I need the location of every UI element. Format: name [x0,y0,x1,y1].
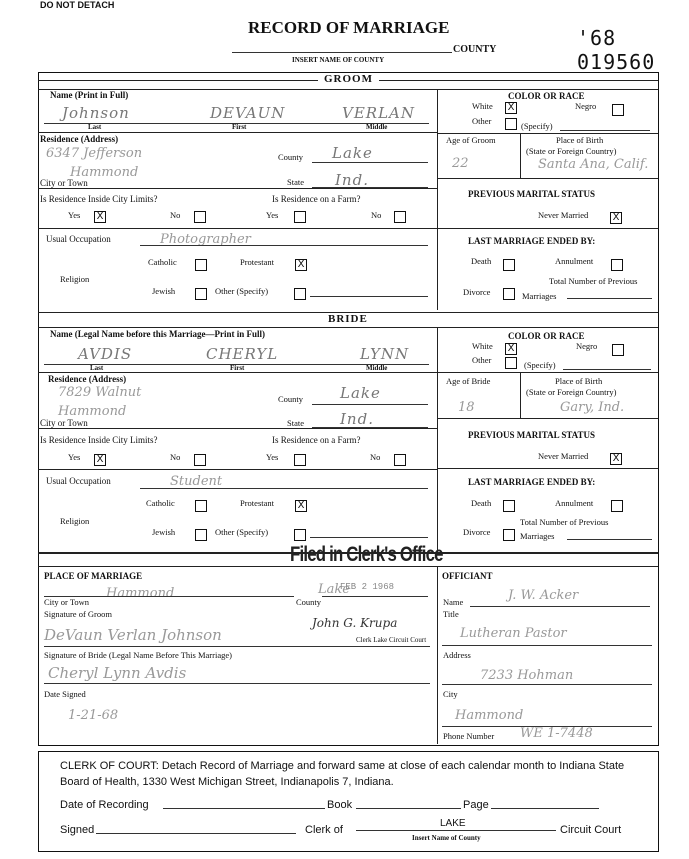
bride-death-checkbox[interactable] [503,500,515,512]
date-recording-label: Date of Recording [60,799,149,811]
bride-rule-2 [38,327,658,328]
groom-rule-r2 [437,178,658,179]
groom-middle-label: Middle [366,123,388,131]
groom-other-label: Other [472,116,492,126]
bride-divider [437,327,438,552]
groom-rule-5 [38,228,437,229]
bride-farm-label: Is Residence on a Farm? [272,435,361,445]
bride-occupation: Student [170,474,223,489]
clerk-of-label: Clerk of [305,824,343,836]
bride-county-line [312,404,428,405]
groom-marital-label: PREVIOUS MARITAL STATUS [468,189,596,199]
clerk-insert-county: Insert Name of County [412,834,481,842]
marriage-city-label: City or Town [44,597,90,607]
groom-birth-sub: (State or Foreign Country) [526,146,617,156]
filed-stamp: Filed in Clerk's Office [290,543,443,566]
groom-catholic-checkbox[interactable] [195,259,207,271]
groom-last: Johnson [62,104,130,122]
groom-catholic-label: Catholic [148,257,177,267]
bride-religion-label: Religion [60,516,90,526]
bride-middle: LYNN [360,345,410,363]
officiant-name-label: Name [443,597,464,607]
groom-marriages-line [567,298,652,299]
officiant-title: Lutheran Pastor [460,626,567,641]
bride-signature-line [44,683,430,684]
form-title: RECORD OF MARRIAGE [248,18,450,37]
bride-farm-yes-label: Yes [266,452,279,462]
groom-other-specify-line [310,296,428,297]
groom-section-title: GROOM [318,73,379,85]
page-line [491,808,599,809]
groom-death-checkbox[interactable] [503,259,515,271]
bride-rule-3 [38,372,437,373]
marriage-county-line [322,596,428,597]
groom-farm-no-label: No [371,210,382,220]
groom-age-divider [520,133,521,178]
bride-residence-label: Residence (Address) [48,374,127,384]
bride-first: CHERYL [206,345,279,363]
bride-county-label: County [278,394,304,404]
bride-total-prev-label: Total Number of Previous [520,517,609,527]
groom-signature-label: Signature of Groom [44,609,112,619]
groom-marriages-label: Marriages [522,291,557,301]
date-recording-line [163,808,325,809]
groom-other-specify-checkbox[interactable] [294,288,306,300]
bride-state: Ind. [340,410,374,428]
bride-middle-label: Middle [366,364,388,372]
officiant-phone: WE 1-7448 [520,726,593,741]
date-signed-label: Date Signed [44,689,86,699]
clerk-county-line [356,830,556,831]
groom-jewish-label: Jewish [152,286,176,296]
groom-annulment-label: Annulment [555,256,594,266]
groom-last-marriage-label: LAST MARRIAGE ENDED BY: [468,236,596,246]
groom-farm-no-checkbox[interactable] [394,211,406,223]
page-label: Page [463,799,489,811]
groom-signature-line [44,646,430,647]
filed-date: FEB 2 1968 [340,582,395,592]
officiant-address-label: Address [443,650,471,660]
groom-negro-label: Negro [575,101,597,111]
groom-city-yes-checkbox[interactable]: X [94,211,106,223]
bride-negro-checkbox[interactable] [612,344,624,356]
bride-first-label: First [230,364,245,372]
bride-color-label: COLOR OR RACE [508,331,585,341]
groom-other-specify-label: Other (Specify) [215,286,269,296]
officiant-address-line [442,684,652,685]
groom-signature: DeVaun Verlan Johnson [44,626,222,644]
groom-city-label: City or Town [40,178,88,188]
bride-protestant-checkbox[interactable]: X [295,500,307,512]
groom-never-checkbox[interactable]: X [610,212,622,224]
circuit-court-label: Circuit Court [560,824,622,836]
groom-specify-label: (Specify) [521,121,553,131]
bride-other-label: Other [472,355,492,365]
groom-white-label: White [472,101,493,111]
groom-divorce-label: Divorce [463,287,491,297]
groom-specify-line [560,130,650,131]
bride-farm-no-checkbox[interactable] [394,454,406,466]
bride-other-specify-label: Other (Specify) [215,527,269,537]
groom-first-label: First [232,123,247,131]
marriage-city-line [44,596,294,597]
groom-rule-r1 [437,133,658,134]
bride-birth-sub: (State or Foreign Country) [526,387,617,397]
groom-state: Ind. [335,171,369,189]
clerk-county: LAKE [440,818,466,829]
groom-other-checkbox[interactable] [505,118,517,130]
groom-city-no-label: No [170,210,181,220]
bride-marriages-label: Marriages [520,531,555,541]
bride-section-title: BRIDE [322,313,374,325]
bride-age-label: Age of Bride [446,376,491,386]
officiant-city: Hammond [455,708,524,723]
marriage-county-label: County [296,597,322,607]
groom-divider [437,89,438,310]
bride-white-label: White [472,341,493,351]
bride-city-yes-checkbox[interactable]: X [94,454,106,466]
groom-rule-4 [38,188,437,189]
groom-middle: VERLAN [342,104,415,122]
signed-label: Signed [60,824,95,836]
bride-age-divider [520,372,521,418]
groom-death-label: Death [471,256,492,266]
groom-age-label: Age of Groom [446,135,496,145]
serial-number: '68 019560 [577,26,656,74]
bride-city: Hammond [58,404,127,419]
groom-city-yes-label: Yes [68,210,81,220]
bride-city-no-label: No [170,452,181,462]
groom-rule-2 [38,89,658,90]
bride-never-checkbox[interactable]: X [610,453,622,465]
bride-last: AVDIS [78,345,133,363]
groom-birth-label: Place of Birth [556,135,604,145]
officiant-title-line [442,645,652,646]
groom-divorce-checkbox[interactable] [503,288,515,300]
groom-residence-label: Residence (Address) [40,134,119,144]
bride-city-yes-label: Yes [68,452,81,462]
bride-city-no-checkbox[interactable] [194,454,206,466]
bride-name-label: Name (Legal Name before this Marriage—Print in Full) [50,329,266,339]
bride-annulment-checkbox[interactable] [611,500,623,512]
signed-line [96,833,296,834]
insert-county-label: INSERT NAME OF COUNTY [292,56,385,64]
bride-rule-r3 [437,468,658,469]
do-not-detach: DO NOT DETACH [40,0,115,10]
clerk-signature: John G. Krupa [312,616,398,630]
groom-protestant-label: Protestant [240,257,274,267]
groom-negro-checkbox[interactable] [612,104,624,116]
bride-divorce-label: Divorce [463,527,491,537]
officiant-title-label: Title [443,609,459,619]
date-signed: 1-21-68 [68,708,119,723]
bride-occupation-label: Usual Occupation [46,476,111,486]
marriage-county: Lake [318,582,350,597]
groom-annulment-checkbox[interactable] [611,259,623,271]
bride-annulment-label: Annulment [555,498,594,508]
groom-rule-r3 [437,228,658,229]
groom-city: Hammond [70,165,139,180]
groom-total-prev-label: Total Number of Previous [549,276,638,286]
bride-signature: Cheryl Lynn Avdis [48,664,187,682]
bride-protestant-label: Protestant [240,498,274,508]
groom-farm-yes-label: Yes [266,210,279,220]
bride-negro-label: Negro [576,341,598,351]
bride-marital-label: PREVIOUS MARITAL STATUS [468,430,596,440]
bride-rule-r1 [437,372,658,373]
groom-first: DEVAUN [210,104,286,122]
officiant-name: J. W. Acker [508,588,579,603]
groom-last-label: Last [88,123,102,131]
groom-color-label: COLOR OR RACE [508,91,585,101]
bride-rule-r2 [437,418,658,419]
bride-specify-label: (Specify) [524,360,556,370]
bride-city-limits-label: Is Residence Inside City Limits? [40,435,158,445]
groom-religion-label: Religion [60,274,90,284]
bride-age: 18 [458,400,475,415]
groom-birth: Santa Ana, Calif. [538,157,649,172]
bride-last-label: Last [90,364,104,372]
bride-farm-no-label: No [370,452,381,462]
bride-city-label: City or Town [40,418,88,428]
bride-other-specify-checkbox[interactable] [294,529,306,541]
groom-occupation: Photographer [160,232,251,247]
clerk-sub: Clerk Lake Circuit Court [356,636,427,644]
bride-specify-line [563,369,651,370]
groom-state-label: State [287,177,304,187]
clerk-instructions: CLERK OF COURT: Detach Record of Marriage and forward same at close of each calendar month to Indiana State Board of Health, 1330 West Michigan Street, Indianapolis 7, Indiana. [60,760,625,788]
county-line [232,52,452,53]
bride-rule-5 [38,469,437,470]
bride-death-label: Death [471,498,492,508]
officiant-city-label: City [443,689,458,699]
bride-white-checkbox[interactable]: X [505,343,517,355]
bride-other-checkbox[interactable] [505,357,517,369]
officiant-phone-label: Phone Number [443,731,495,741]
groom-white-checkbox[interactable]: X [505,102,517,114]
bride-county: Lake [340,384,381,402]
county-label: COUNTY [453,44,497,55]
groom-jewish-checkbox[interactable] [195,288,207,300]
bride-jewish-label: Jewish [152,527,176,537]
bride-divorce-checkbox[interactable] [503,529,515,541]
groom-farm-yes-checkbox[interactable] [294,211,306,223]
groom-occupation-line [140,245,428,246]
officiant-address: 7233 Hohman [480,668,574,683]
officiant-name-line [470,606,650,607]
bride-occupation-line [140,488,428,489]
bride-last-marriage-label: LAST MARRIAGE ENDED BY: [468,477,596,487]
groom-occupation-label: Usual Occupation [46,234,111,244]
groom-residence: 6347 Jefferson [46,146,143,161]
bride-never-label: Never Married [538,451,589,461]
bride-catholic-checkbox[interactable] [195,500,207,512]
groom-name-label: Name (Print in Full) [50,90,129,100]
groom-county: Lake [332,144,373,162]
groom-city-no-checkbox[interactable] [194,211,206,223]
bride-birth: Gary, Ind. [560,400,625,415]
book-line [356,808,461,809]
officiant-label: OFFICIANT [442,571,493,581]
bride-state-label: State [287,418,304,428]
bride-other-specify-line [310,537,428,538]
bottom-divider [437,566,438,744]
bride-signature-label: Signature of Bride (Legal Name Before This Marriage) [44,650,232,660]
book-label: Book [327,799,353,811]
bride-catholic-label: Catholic [146,498,175,508]
bride-marriages-line [567,539,652,540]
bride-birth-label: Place of Birth [555,376,603,386]
marriage-city: Hammond [106,586,175,601]
bride-residence: 7829 Walnut [58,385,142,400]
groom-protestant-checkbox[interactable]: X [295,259,307,271]
groom-county-label: County [278,152,304,162]
place-of-marriage-label: PLACE OF MARRIAGE [44,571,143,581]
groom-city-limits-label: Is Residence Inside City Limits? [40,194,158,204]
groom-farm-label: Is Residence on a Farm? [272,194,361,204]
bride-rule-4 [38,428,437,429]
groom-age: 22 [452,156,469,171]
groom-never-label: Never Married [538,210,589,220]
groom-county-line [312,162,428,163]
bride-jewish-checkbox[interactable] [195,529,207,541]
bride-farm-yes-checkbox[interactable] [294,454,306,466]
groom-rule-3 [38,132,437,133]
